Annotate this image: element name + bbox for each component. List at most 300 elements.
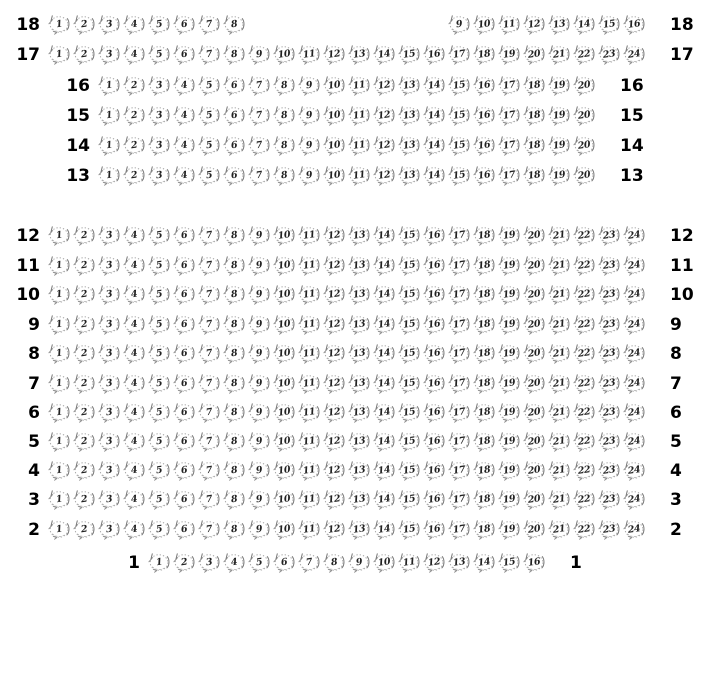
seat-row11-5[interactable] [148, 256, 170, 276]
seat-row17-4[interactable] [123, 45, 145, 65]
seat-row16-4[interactable] [173, 76, 195, 96]
seat-row12-17[interactable] [448, 226, 470, 246]
seat-row3-19[interactable] [498, 490, 520, 510]
seat-row2-24[interactable] [623, 520, 645, 540]
seat-row18-8[interactable] [223, 15, 245, 35]
seat-row10-22[interactable] [573, 285, 595, 305]
seat-row16-10[interactable] [323, 76, 345, 96]
seat-row5-15[interactable] [398, 432, 420, 452]
seat-row6-9[interactable] [248, 403, 270, 423]
seat-row15-3[interactable] [148, 106, 170, 126]
seat-row3-7[interactable] [198, 490, 220, 510]
seat-row6-12[interactable] [323, 403, 345, 423]
seat-row3-2[interactable] [73, 490, 95, 510]
seat-row4-7[interactable] [198, 461, 220, 481]
seat-row12-6[interactable] [173, 226, 195, 246]
seat-row1-9[interactable] [348, 553, 370, 573]
seat-row6-5[interactable] [148, 403, 170, 423]
seat-row5-16[interactable] [423, 432, 445, 452]
seat-row16-19[interactable] [548, 76, 570, 96]
seat-row11-11[interactable] [298, 256, 320, 276]
seat-row12-20[interactable] [523, 226, 545, 246]
seat-row2-21[interactable] [548, 520, 570, 540]
seat-row10-13[interactable] [348, 285, 370, 305]
seat-row8-11[interactable] [298, 344, 320, 364]
seat-row12-21[interactable] [548, 226, 570, 246]
seat-row15-5[interactable] [198, 106, 220, 126]
seat-row3-21[interactable] [548, 490, 570, 510]
seat-row11-18[interactable] [473, 256, 495, 276]
seat-row1-7[interactable] [298, 553, 320, 573]
seat-row8-3[interactable] [98, 344, 120, 364]
seat-row3-8[interactable] [223, 490, 245, 510]
seat-row15-4[interactable] [173, 106, 195, 126]
seat-row2-8[interactable] [223, 520, 245, 540]
seat-row1-4[interactable] [223, 553, 245, 573]
seat-row7-13[interactable] [348, 374, 370, 394]
seat-row9-24[interactable] [623, 315, 645, 335]
seat-row16-11[interactable] [348, 76, 370, 96]
seat-row9-10[interactable] [273, 315, 295, 335]
seat-row13-15[interactable] [448, 166, 470, 186]
seat-row13-8[interactable] [273, 166, 295, 186]
seat-row10-18[interactable] [473, 285, 495, 305]
seat-row4-16[interactable] [423, 461, 445, 481]
seat-row11-20[interactable] [523, 256, 545, 276]
seat-row17-24[interactable] [623, 45, 645, 65]
seat-row10-12[interactable] [323, 285, 345, 305]
seat-row18-1[interactable] [48, 15, 70, 35]
seat-row11-12[interactable] [323, 256, 345, 276]
seat-row12-10[interactable] [273, 226, 295, 246]
seat-row2-2[interactable] [73, 520, 95, 540]
seat-row4-15[interactable] [398, 461, 420, 481]
seat-row13-16[interactable] [473, 166, 495, 186]
seat-row9-11[interactable] [298, 315, 320, 335]
seat-row16-1[interactable] [98, 76, 120, 96]
seat-row13-13[interactable] [398, 166, 420, 186]
seat-row3-10[interactable] [273, 490, 295, 510]
seat-row11-14[interactable] [373, 256, 395, 276]
seat-row18-14[interactable] [573, 15, 595, 35]
seat-row12-16[interactable] [423, 226, 445, 246]
seat-row18-9[interactable] [448, 15, 470, 35]
seat-row17-14[interactable] [373, 45, 395, 65]
seat-row15-9[interactable] [298, 106, 320, 126]
seat-row12-23[interactable] [598, 226, 620, 246]
seat-row2-15[interactable] [398, 520, 420, 540]
seat-row4-23[interactable] [598, 461, 620, 481]
seat-row16-3[interactable] [148, 76, 170, 96]
seat-row15-6[interactable] [223, 106, 245, 126]
seat-row14-20[interactable] [573, 136, 595, 156]
seat-row16-6[interactable] [223, 76, 245, 96]
seat-row1-14[interactable] [473, 553, 495, 573]
seat-row14-1[interactable] [98, 136, 120, 156]
seat-row1-5[interactable] [248, 553, 270, 573]
seat-row13-9[interactable] [298, 166, 320, 186]
seat-row10-24[interactable] [623, 285, 645, 305]
seat-row3-12[interactable] [323, 490, 345, 510]
seat-row10-11[interactable] [298, 285, 320, 305]
seat-row13-10[interactable] [323, 166, 345, 186]
seat-row12-13[interactable] [348, 226, 370, 246]
seat-row2-17[interactable] [448, 520, 470, 540]
seat-row17-5[interactable] [148, 45, 170, 65]
seat-row14-2[interactable] [123, 136, 145, 156]
seat-row5-9[interactable] [248, 432, 270, 452]
seat-row17-20[interactable] [523, 45, 545, 65]
seat-row5-22[interactable] [573, 432, 595, 452]
seat-row10-8[interactable] [223, 285, 245, 305]
seat-row5-19[interactable] [498, 432, 520, 452]
seat-row14-7[interactable] [248, 136, 270, 156]
seat-row2-4[interactable] [123, 520, 145, 540]
seat-row13-18[interactable] [523, 166, 545, 186]
seat-row6-11[interactable] [298, 403, 320, 423]
seat-row13-3[interactable] [148, 166, 170, 186]
seat-row9-4[interactable] [123, 315, 145, 335]
seat-row8-6[interactable] [173, 344, 195, 364]
seat-row3-18[interactable] [473, 490, 495, 510]
seat-row15-20[interactable] [573, 106, 595, 126]
seat-row12-5[interactable] [148, 226, 170, 246]
seat-row14-16[interactable] [473, 136, 495, 156]
seat-row5-13[interactable] [348, 432, 370, 452]
seat-row11-17[interactable] [448, 256, 470, 276]
seat-row12-18[interactable] [473, 226, 495, 246]
seat-row7-4[interactable] [123, 374, 145, 394]
seat-row13-6[interactable] [223, 166, 245, 186]
seat-row6-4[interactable] [123, 403, 145, 423]
seat-row17-7[interactable] [198, 45, 220, 65]
seat-row9-2[interactable] [73, 315, 95, 335]
seat-row4-24[interactable] [623, 461, 645, 481]
seat-row17-9[interactable] [248, 45, 270, 65]
seat-row17-23[interactable] [598, 45, 620, 65]
seat-row17-3[interactable] [98, 45, 120, 65]
seat-row4-21[interactable] [548, 461, 570, 481]
seat-row11-16[interactable] [423, 256, 445, 276]
seat-row17-18[interactable] [473, 45, 495, 65]
seat-row7-8[interactable] [223, 374, 245, 394]
seat-row5-23[interactable] [598, 432, 620, 452]
seat-row5-14[interactable] [373, 432, 395, 452]
seat-row4-13[interactable] [348, 461, 370, 481]
seat-row13-5[interactable] [198, 166, 220, 186]
seat-row3-1[interactable] [48, 490, 70, 510]
seat-row16-9[interactable] [298, 76, 320, 96]
seat-row18-10[interactable] [473, 15, 495, 35]
seat-row14-18[interactable] [523, 136, 545, 156]
seat-row14-15[interactable] [448, 136, 470, 156]
seat-row2-23[interactable] [598, 520, 620, 540]
seat-row14-8[interactable] [273, 136, 295, 156]
seat-row12-1[interactable] [48, 226, 70, 246]
seat-row17-16[interactable] [423, 45, 445, 65]
seat-row4-22[interactable] [573, 461, 595, 481]
seat-row10-10[interactable] [273, 285, 295, 305]
seat-row7-5[interactable] [148, 374, 170, 394]
seat-row14-12[interactable] [373, 136, 395, 156]
seat-row2-9[interactable] [248, 520, 270, 540]
seat-row13-7[interactable] [248, 166, 270, 186]
seat-row7-10[interactable] [273, 374, 295, 394]
seat-row9-21[interactable] [548, 315, 570, 335]
seat-row5-21[interactable] [548, 432, 570, 452]
seat-row15-14[interactable] [423, 106, 445, 126]
seat-row2-22[interactable] [573, 520, 595, 540]
seat-row4-4[interactable] [123, 461, 145, 481]
seat-row15-2[interactable] [123, 106, 145, 126]
seat-row2-12[interactable] [323, 520, 345, 540]
seat-row5-1[interactable] [48, 432, 70, 452]
seat-row12-4[interactable] [123, 226, 145, 246]
seat-row9-23[interactable] [598, 315, 620, 335]
seat-row1-11[interactable] [398, 553, 420, 573]
seat-row14-17[interactable] [498, 136, 520, 156]
seat-row11-10[interactable] [273, 256, 295, 276]
seat-row14-3[interactable] [148, 136, 170, 156]
seat-row3-11[interactable] [298, 490, 320, 510]
seat-row1-1[interactable] [148, 553, 170, 573]
seat-row15-17[interactable] [498, 106, 520, 126]
seat-row8-5[interactable] [148, 344, 170, 364]
seat-row6-3[interactable] [98, 403, 120, 423]
seat-row2-14[interactable] [373, 520, 395, 540]
seat-row8-24[interactable] [623, 344, 645, 364]
seat-row5-3[interactable] [98, 432, 120, 452]
seat-row8-10[interactable] [273, 344, 295, 364]
seat-row13-2[interactable] [123, 166, 145, 186]
seat-row7-14[interactable] [373, 374, 395, 394]
seat-row5-20[interactable] [523, 432, 545, 452]
seat-row6-23[interactable] [598, 403, 620, 423]
seat-row8-8[interactable] [223, 344, 245, 364]
seat-row13-11[interactable] [348, 166, 370, 186]
seat-row6-17[interactable] [448, 403, 470, 423]
seat-row9-17[interactable] [448, 315, 470, 335]
seat-row3-5[interactable] [148, 490, 170, 510]
seat-row6-18[interactable] [473, 403, 495, 423]
seat-row2-11[interactable] [298, 520, 320, 540]
seat-row7-9[interactable] [248, 374, 270, 394]
seat-row9-6[interactable] [173, 315, 195, 335]
seat-row6-13[interactable] [348, 403, 370, 423]
seat-row1-13[interactable] [448, 553, 470, 573]
seat-row17-6[interactable] [173, 45, 195, 65]
seat-row15-16[interactable] [473, 106, 495, 126]
seat-row5-24[interactable] [623, 432, 645, 452]
seat-row5-12[interactable] [323, 432, 345, 452]
seat-row16-5[interactable] [198, 76, 220, 96]
seat-row5-17[interactable] [448, 432, 470, 452]
seat-row5-6[interactable] [173, 432, 195, 452]
seat-row15-8[interactable] [273, 106, 295, 126]
seat-row16-8[interactable] [273, 76, 295, 96]
seat-row6-22[interactable] [573, 403, 595, 423]
seat-row16-15[interactable] [448, 76, 470, 96]
seat-row18-13[interactable] [548, 15, 570, 35]
seat-row15-10[interactable] [323, 106, 345, 126]
seat-row12-14[interactable] [373, 226, 395, 246]
seat-row11-2[interactable] [73, 256, 95, 276]
seat-row8-1[interactable] [48, 344, 70, 364]
seat-row7-7[interactable] [198, 374, 220, 394]
seat-row7-1[interactable] [48, 374, 70, 394]
seat-row7-19[interactable] [498, 374, 520, 394]
seat-row11-6[interactable] [173, 256, 195, 276]
seat-row18-7[interactable] [198, 15, 220, 35]
seat-row17-11[interactable] [298, 45, 320, 65]
seat-row14-14[interactable] [423, 136, 445, 156]
seat-row11-3[interactable] [98, 256, 120, 276]
seat-row18-12[interactable] [523, 15, 545, 35]
seat-row1-15[interactable] [498, 553, 520, 573]
seat-row12-22[interactable] [573, 226, 595, 246]
seat-row2-20[interactable] [523, 520, 545, 540]
seat-row6-7[interactable] [198, 403, 220, 423]
seat-row10-2[interactable] [73, 285, 95, 305]
seat-row12-11[interactable] [298, 226, 320, 246]
seat-row12-24[interactable] [623, 226, 645, 246]
seat-row7-17[interactable] [448, 374, 470, 394]
seat-row1-10[interactable] [373, 553, 395, 573]
seat-row12-15[interactable] [398, 226, 420, 246]
seat-row10-16[interactable] [423, 285, 445, 305]
seat-row7-24[interactable] [623, 374, 645, 394]
seat-row15-18[interactable] [523, 106, 545, 126]
seat-row10-1[interactable] [48, 285, 70, 305]
seat-row9-15[interactable] [398, 315, 420, 335]
seat-row8-16[interactable] [423, 344, 445, 364]
seat-row17-17[interactable] [448, 45, 470, 65]
seat-row13-20[interactable] [573, 166, 595, 186]
seat-row7-6[interactable] [173, 374, 195, 394]
seat-row6-16[interactable] [423, 403, 445, 423]
seat-row3-4[interactable] [123, 490, 145, 510]
seat-row17-1[interactable] [48, 45, 70, 65]
seat-row8-23[interactable] [598, 344, 620, 364]
seat-row11-15[interactable] [398, 256, 420, 276]
seat-row16-14[interactable] [423, 76, 445, 96]
seat-row18-16[interactable] [623, 15, 645, 35]
seat-row2-5[interactable] [148, 520, 170, 540]
seat-row9-8[interactable] [223, 315, 245, 335]
seat-row6-20[interactable] [523, 403, 545, 423]
seat-row4-3[interactable] [98, 461, 120, 481]
seat-row8-20[interactable] [523, 344, 545, 364]
seat-row6-21[interactable] [548, 403, 570, 423]
seat-row4-10[interactable] [273, 461, 295, 481]
seat-row13-12[interactable] [373, 166, 395, 186]
seat-row17-15[interactable] [398, 45, 420, 65]
seat-row11-7[interactable] [198, 256, 220, 276]
seat-row4-20[interactable] [523, 461, 545, 481]
seat-row2-13[interactable] [348, 520, 370, 540]
seat-row12-8[interactable] [223, 226, 245, 246]
seat-row7-23[interactable] [598, 374, 620, 394]
seat-row11-19[interactable] [498, 256, 520, 276]
seat-row11-22[interactable] [573, 256, 595, 276]
seat-row3-15[interactable] [398, 490, 420, 510]
seat-row1-8[interactable] [323, 553, 345, 573]
seat-row2-18[interactable] [473, 520, 495, 540]
seat-row5-11[interactable] [298, 432, 320, 452]
seat-row15-19[interactable] [548, 106, 570, 126]
seat-row11-1[interactable] [48, 256, 70, 276]
seat-row18-11[interactable] [498, 15, 520, 35]
seat-row10-23[interactable] [598, 285, 620, 305]
seat-row14-5[interactable] [198, 136, 220, 156]
seat-row10-14[interactable] [373, 285, 395, 305]
seat-row9-16[interactable] [423, 315, 445, 335]
seat-row16-16[interactable] [473, 76, 495, 96]
seat-row12-12[interactable] [323, 226, 345, 246]
seat-row3-6[interactable] [173, 490, 195, 510]
seat-row2-7[interactable] [198, 520, 220, 540]
seat-row1-16[interactable] [523, 553, 545, 573]
seat-row3-20[interactable] [523, 490, 545, 510]
seat-row14-6[interactable] [223, 136, 245, 156]
seat-row15-1[interactable] [98, 106, 120, 126]
seat-row18-2[interactable] [73, 15, 95, 35]
seat-row14-19[interactable] [548, 136, 570, 156]
seat-row1-2[interactable] [173, 553, 195, 573]
seat-row9-9[interactable] [248, 315, 270, 335]
seat-row17-22[interactable] [573, 45, 595, 65]
seat-row10-9[interactable] [248, 285, 270, 305]
seat-row15-12[interactable] [373, 106, 395, 126]
seat-row8-19[interactable] [498, 344, 520, 364]
seat-row10-3[interactable] [98, 285, 120, 305]
seat-row7-20[interactable] [523, 374, 545, 394]
seat-row18-5[interactable] [148, 15, 170, 35]
seat-row8-22[interactable] [573, 344, 595, 364]
seat-row10-19[interactable] [498, 285, 520, 305]
seat-row10-21[interactable] [548, 285, 570, 305]
seat-row5-8[interactable] [223, 432, 245, 452]
seat-row7-12[interactable] [323, 374, 345, 394]
seat-row9-5[interactable] [148, 315, 170, 335]
seat-row18-15[interactable] [598, 15, 620, 35]
seat-row1-3[interactable] [198, 553, 220, 573]
seat-row14-13[interactable] [398, 136, 420, 156]
seat-row3-23[interactable] [598, 490, 620, 510]
seat-row2-1[interactable] [48, 520, 70, 540]
seat-row6-1[interactable] [48, 403, 70, 423]
seat-row3-16[interactable] [423, 490, 445, 510]
seat-row14-10[interactable] [323, 136, 345, 156]
seat-row4-1[interactable] [48, 461, 70, 481]
seat-row6-15[interactable] [398, 403, 420, 423]
seat-row2-16[interactable] [423, 520, 445, 540]
seat-row2-10[interactable] [273, 520, 295, 540]
seat-row4-11[interactable] [298, 461, 320, 481]
seat-row18-4[interactable] [123, 15, 145, 35]
seat-row9-19[interactable] [498, 315, 520, 335]
seat-row10-4[interactable] [123, 285, 145, 305]
seat-row16-18[interactable] [523, 76, 545, 96]
seat-row7-22[interactable] [573, 374, 595, 394]
seat-row7-18[interactable] [473, 374, 495, 394]
seat-row10-17[interactable] [448, 285, 470, 305]
seat-row9-3[interactable] [98, 315, 120, 335]
seat-row13-14[interactable] [423, 166, 445, 186]
seat-row7-16[interactable] [423, 374, 445, 394]
seat-row8-12[interactable] [323, 344, 345, 364]
seat-row8-7[interactable] [198, 344, 220, 364]
